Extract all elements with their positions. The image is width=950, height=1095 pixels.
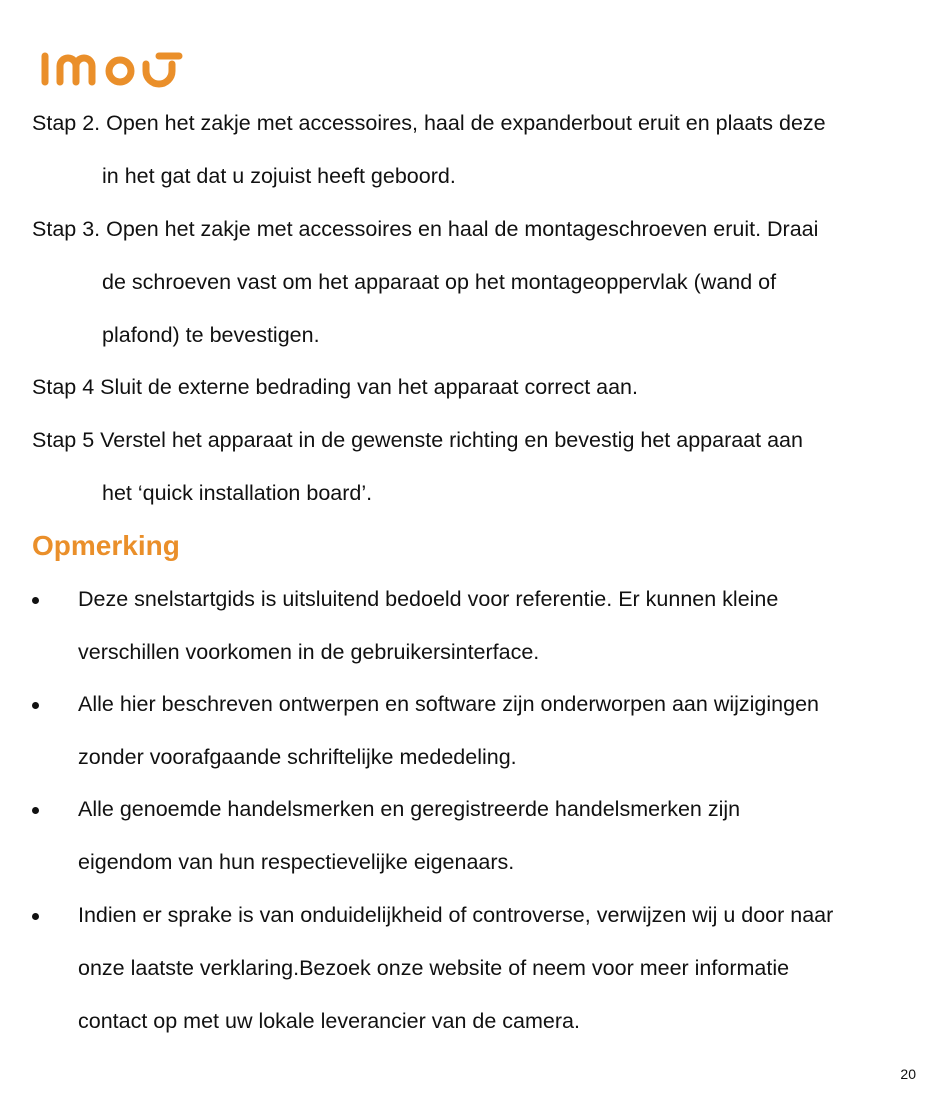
step-5 xyxy=(32,414,922,520)
step-2-line-2: in het gat dat u zojuist heeft geboord. xyxy=(102,164,456,188)
note-item-1 xyxy=(32,573,922,679)
bullet-icon xyxy=(32,913,39,920)
note-item-2-line-1: Alle hier beschreven ontwerpen en software zijn onderworpen aan wijzigingen xyxy=(78,692,819,716)
bullet-icon xyxy=(32,597,39,604)
step-3 xyxy=(32,203,922,362)
step-5-line-1: Stap 5 Verstel het apparaat in de gewenste richting en bevestig het apparaat aan xyxy=(32,428,803,452)
step-4-line-1: Stap 4 Sluit de externe bedrading van het apparaat correct aan. xyxy=(32,375,638,399)
step-5-line-2: het ‘quick installation board’. xyxy=(102,481,373,505)
step-3-line-3: plafond) te bevestigen. xyxy=(102,323,320,347)
note-item-4-line-3: contact op met uw lokale leverancier van de camera. xyxy=(78,1009,580,1033)
page-number: 20 xyxy=(900,1066,916,1082)
imou-logo xyxy=(38,50,186,88)
note-item-4 xyxy=(32,889,922,1048)
note-item-4-line-1: Indien er sprake is van onduidelijkheid of controverse, verwijzen wij u door naar xyxy=(78,903,834,927)
bullet-icon xyxy=(32,702,39,709)
step-4 xyxy=(32,361,922,414)
note-item-1-line-1: Deze snelstartgids is uitsluitend bedoeld voor referentie. Er kunnen kleine xyxy=(78,587,779,611)
step-3-line-1: Stap 3. Open het zakje met accessoires en haal de montageschroeven eruit. Draai xyxy=(32,217,819,241)
note-item-4-line-2: onze laatste verklaring.Bezoek onze website of neem voor meer informatie xyxy=(78,956,790,980)
note-item-2-line-2: zonder voorafgaande schriftelijke mededeling. xyxy=(78,745,517,769)
note-item-1-line-2: verschillen voorkomen in de gebruikersinterface. xyxy=(78,640,540,664)
note-item-3-line-1: Alle genoemde handelsmerken en geregistreerde handelsmerken zijn xyxy=(78,797,741,821)
note-item-2 xyxy=(32,678,922,784)
step-2-line-1: Stap 2. Open het zakje met accessoires, haal de expanderbout eruit en plaats deze xyxy=(32,111,826,135)
bullet-icon xyxy=(32,807,39,814)
note-item-3 xyxy=(32,783,922,889)
note-item-3-line-2: eigendom van hun respectievelijke eigenaars. xyxy=(78,850,515,874)
step-2 xyxy=(32,97,922,203)
step-3-line-2: de schroeven vast om het apparaat op het montageoppervlak (wand of xyxy=(102,270,777,294)
note-heading: Opmerking xyxy=(32,530,180,561)
